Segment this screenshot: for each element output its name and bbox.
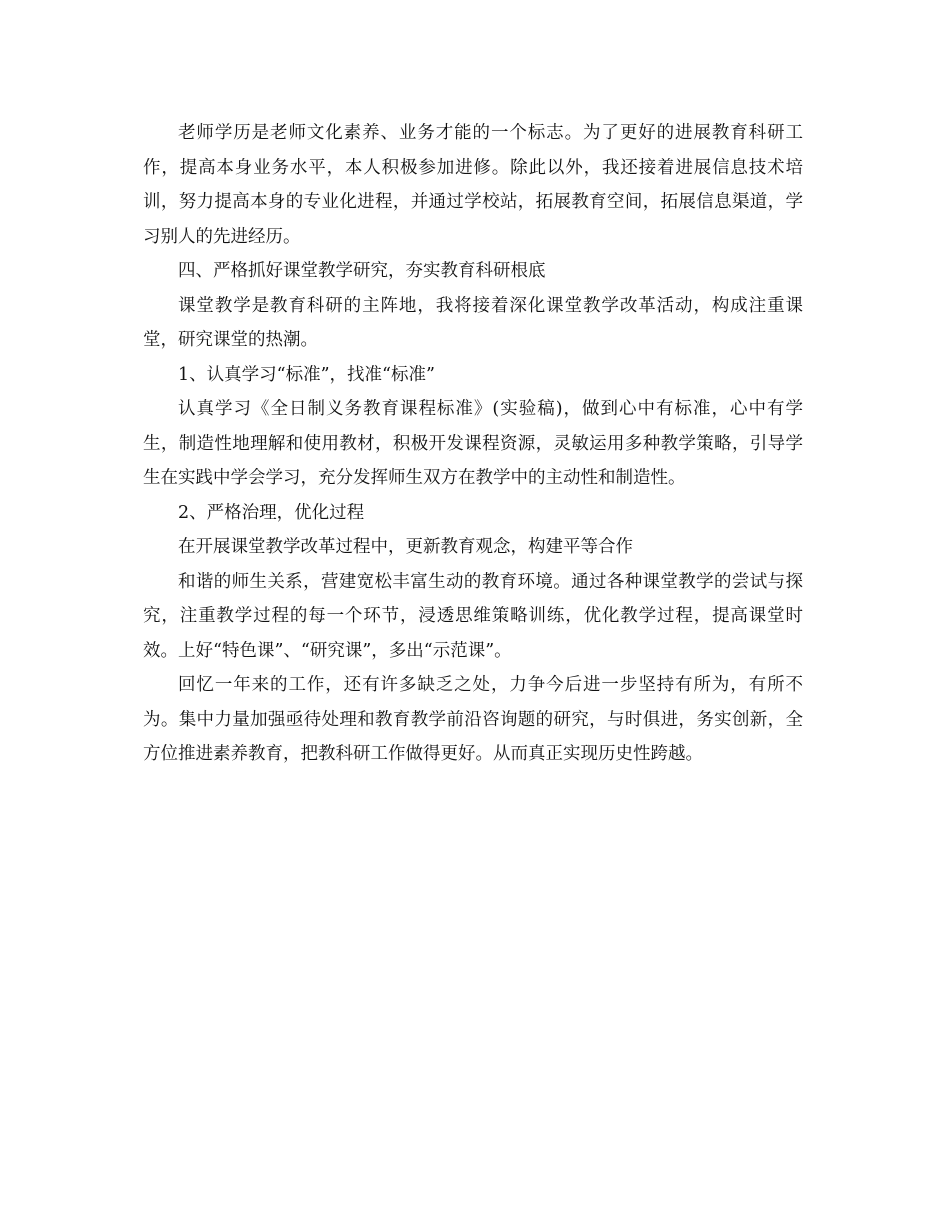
paragraph-curriculum-standard: 认真学习《全日制义务教育课程标准》(实验稿)，做到心中有标准，心中有学生，制造性地理解和使用教材，积极开发课程资源，灵敏运用多种教学策略，引导学生在实践中学会学习，充分发挥师生双方在教学中的主动性和制造性。 <box>143 399 803 488</box>
paragraph-classroom-teaching: 课堂教学是教育科研的主阵地，我将接着深化课堂教学改革活动，构成注重课堂，研究课堂的热潮。 <box>143 295 803 350</box>
paragraph-reform-process: 在开展课堂教学改革过程中，更新教育观念，构建平等合作 <box>178 537 633 557</box>
section-heading-four: 四、严格抓好课堂教学研究，夯实教育科研根底 <box>178 261 546 281</box>
subheading-one: 1、认真学习“标准”，找准“标准” <box>178 364 435 385</box>
paragraph-teacher-education: 老师学历是老师文化素养、业务才能的一个标志。为了更好的进展教育科研工作，提高本身业务水平，本人积极参加进修。除此以外，我还接着进展信息技术培训，努力提高本身的专业化进程，并通过学校站，拓展教育空间，拓展信息渠道，学习别人的先进经历。 <box>143 123 803 247</box>
paragraph-conclusion: 回忆一年来的工作，还有许多缺乏之处，力争今后进一步坚持有所为，有所不为。集中力量加强亟待处理和教育教学前沿咨询题的研究，与时俱进，务实创新，全方位推进素养教育，把教科研工作做得更好。从而真正实现历史性跨越。 <box>143 675 803 764</box>
paragraph-teacher-student-relations: 和谐的师生关系，营建宽松丰富生动的教育环境。通过各种课堂教学的尝试与探究，注重教学过程的每一个环节，浸透思维策略训练，优化教学过程，提高课堂时效。上好“特色课”、“研究课”，多出“示范课”。 <box>143 571 803 661</box>
subheading-two: 2、严格治理，优化过程 <box>178 502 365 523</box>
document-body <box>143 116 803 772</box>
